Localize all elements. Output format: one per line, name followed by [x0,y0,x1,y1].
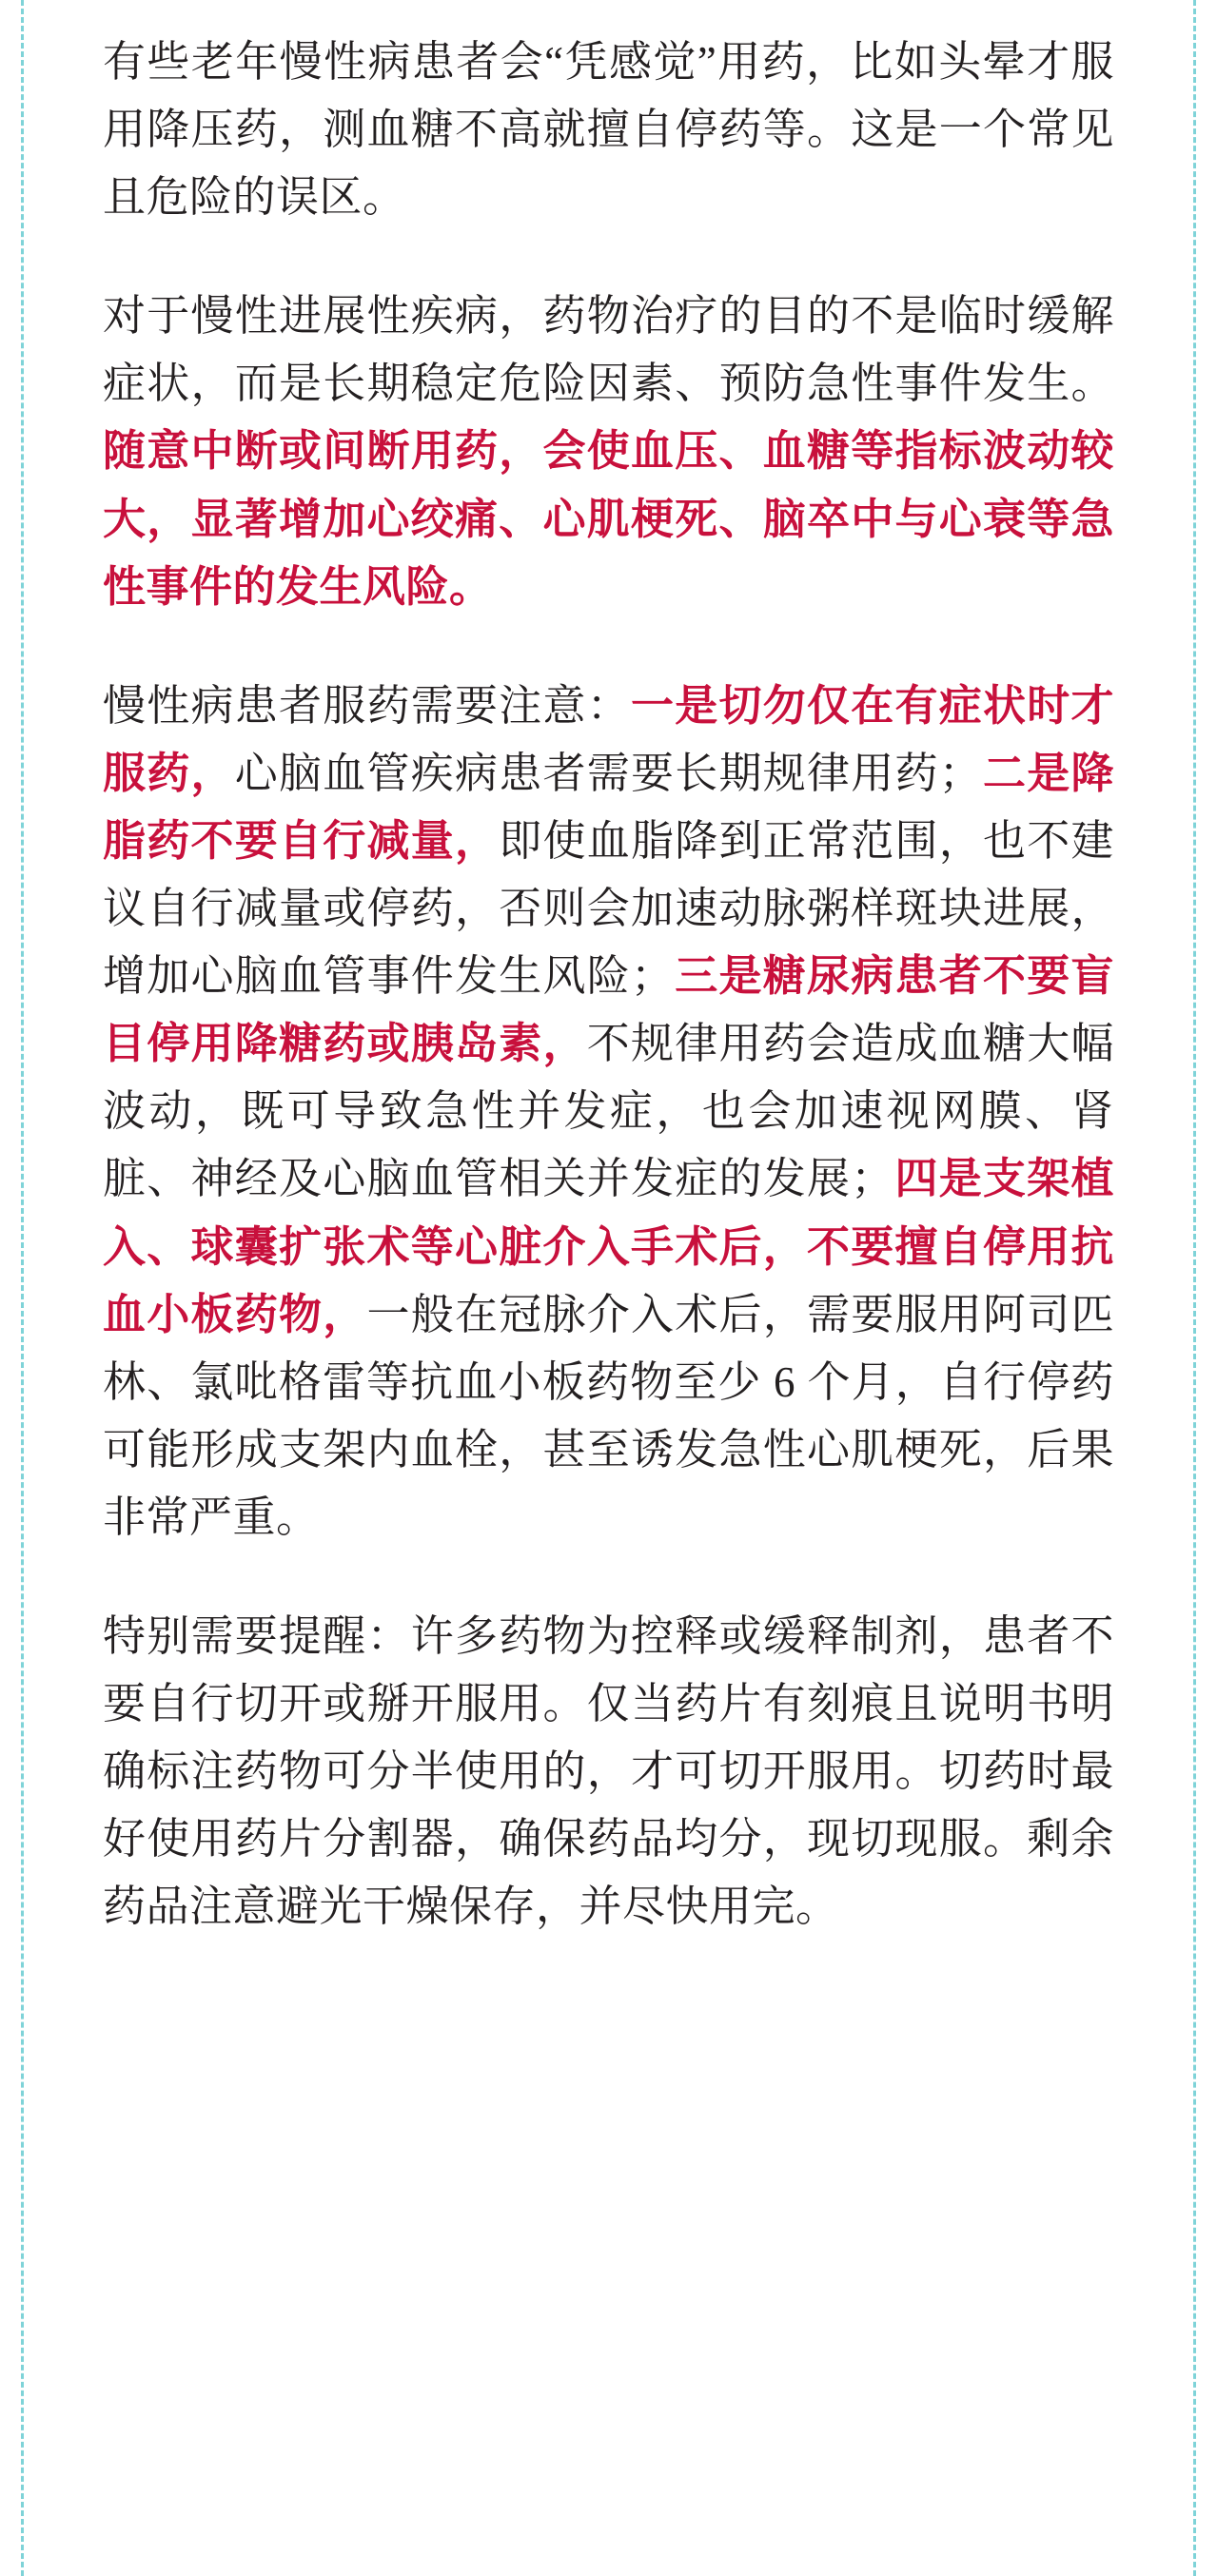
highlighted-text: 三是糖尿病患者不要盲目停用降糖药或胰岛素， [103,952,1114,1068]
body-text: 慢性病患者服药需要注意： [103,681,631,730]
body-text: 不规律用药会造成血糖大幅波动，既可导致急性并发症，也会加速视网膜、肾脏、神经及心脑血管相关并发症的发展； [103,1020,1114,1203]
paragraph [103,673,1114,1551]
highlighted-text: 四是支架植入、球囊扩张术等心脏介入手术后，不要擅自停用抗血小板药物， [103,1155,1114,1338]
highlighted-text: 二是降脂药不要自行减量， [103,749,1114,865]
body-text: 有些老年慢性病患者会“凭感觉”用药，比如头晕才服用降压药，测血糖不高就擅自停药等。这是一个常见且危险的误区。 [103,38,1114,222]
body-text: 心脑血管疾病患者需要长期规律用药； [234,749,983,797]
body-text: 一般在冠脉介入术后，需要服用阿司匹林、氯吡格雷等抗血小板药物至少 6 个月，自行停药可能形成支架内血栓，甚至诱发急性心肌梗死，后果非常严重。 [103,1290,1114,1541]
body-text: 即使血脂降到正常范围，也不建议自行减量或停药，否则会加速动脉粥样斑块进展，增加心脑血管事件发生风险； [103,816,1114,1001]
body-text: 对于慢性进展性疾病，药物治疗的目的不是临时缓解症状，而是长期稳定危险因素、预防急性事件发生。 [103,292,1114,408]
paragraph [103,283,1114,620]
body-text: 特别需要提醒：许多药物为控释或缓释制剂，患者不要自行切开或掰开服用。仅当药片有刻痕且说明书明确标注药物可分半使用的，才可切开服用。切药时最好使用药片分割器，确保药品均分，现切现服。剩余药品注意避光干燥保存，并尽快用完。 [103,1611,1114,1931]
highlighted-text: 一是切勿仅在有症状时才服药， [103,681,1114,797]
paragraph [103,1603,1114,1941]
highlighted-text: 随意中断或间断用药，会使血压、血糖等指标波动较大，显著增加心绞痛、心肌梗死、脑卒中与心衰等急性事件的发生风险。 [103,427,1114,611]
paragraph [103,29,1114,231]
